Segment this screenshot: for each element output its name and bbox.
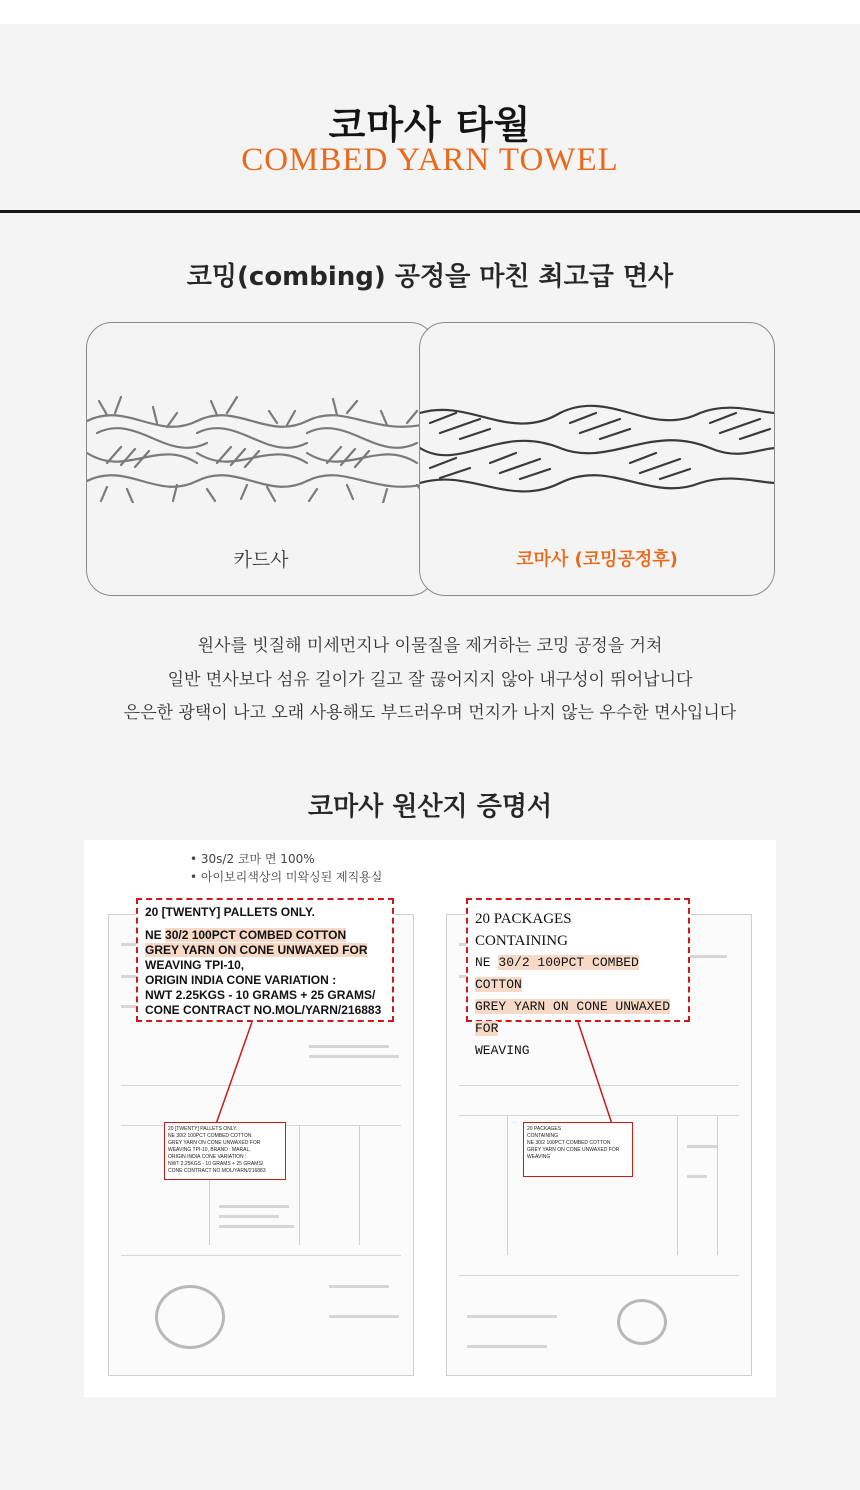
- source-text-line: ORIGIN INDIA CONE VARIATION :: [168, 1154, 247, 1160]
- zoom-text-line: WEAVING: [475, 1043, 530, 1058]
- title-divider: [0, 210, 860, 213]
- page: [0, 24, 860, 1490]
- zoom-text-prefix: NE: [475, 955, 491, 970]
- combing-heading: 코밍(combing) 공정을 마친 최고급 면사: [186, 262, 674, 292]
- combed-yarn-card: [419, 322, 775, 596]
- right-zoom-callout: [466, 898, 690, 1058]
- highlighted-text: GREY YARN ON CONE UNWAXED FOR: [475, 999, 671, 1036]
- zoom-text-line: WEAVING TPI-10,: [145, 958, 245, 972]
- zoom-text-line: NWT 2.25KGS - 10 GRAMS + 25 GRAMS/: [145, 988, 376, 1002]
- carded-yarn-label: 카드사: [233, 549, 289, 571]
- zoom-text-line: ORIGIN INDIA CONE VARIATION :: [145, 973, 337, 987]
- note-item: • 아이보리색상의 미왁싱된 제직용실: [190, 870, 383, 884]
- source-text-line: WEAVING: [527, 1154, 551, 1160]
- combed-yarn-illustration: [420, 393, 775, 503]
- zoom-text-line: [475, 952, 681, 996]
- source-text-line: 20 [TWENTY] PALLETS ONLY.: [168, 1126, 238, 1132]
- source-text-line: NE 30/2 100PCT COMBED COTTON: [527, 1140, 611, 1146]
- highlighted-text: GREY YARN ON CONE UNWAXED FOR: [145, 943, 368, 957]
- zoom-text-line: CONE CONTRACT NO.MOL/YARN/216883: [145, 1003, 382, 1017]
- combed-yarn-label: 코마사 (코밍공정후): [516, 549, 678, 570]
- source-text-line: NWT 2.25KGS - 10 GRAMS + 25 GRAMS/: [168, 1161, 264, 1167]
- zoom-text-line: 20 PACKAGES: [475, 911, 572, 927]
- source-text-line: CONE CONTRACT NO.MOL/YARN/216883: [168, 1168, 266, 1174]
- description-line: 원사를 빗질해 미세먼지나 이물질을 제거하는 코밍 공정을 거쳐: [197, 636, 663, 656]
- zoom-text-line: CONTAINING: [475, 933, 568, 949]
- source-text-line: CONTAINING: [527, 1133, 559, 1139]
- highlighted-text: 30/2 100PCT COMBED COTTON: [475, 955, 639, 992]
- left-zoom-callout: [136, 898, 394, 1022]
- description-line: 은은한 광택이 나고 오래 사용해도 부드러우며 먼지가 나지 않는 우수한 면사입니다: [123, 703, 737, 723]
- zoom-text-line: [145, 928, 385, 943]
- certificate-heading: 코마사 원산지 증명서: [307, 792, 553, 822]
- description-line: 일반 면사보다 섬유 길이가 길고 잘 끊어지지 않아 내구성이 뛰어납니다: [167, 669, 693, 690]
- source-text-line: GREY YARN ON CONE UNWAXED FOR: [168, 1140, 261, 1146]
- page-title: 코마사 타월: [328, 103, 532, 147]
- zoom-text-prefix: NE: [145, 928, 162, 942]
- carded-yarn-illustration: [87, 393, 436, 503]
- source-text-line: NE 30/2 100PCT COMBED COTTON: [168, 1133, 252, 1139]
- highlighted-text: 30/2 100PCT COMBED COTTON: [165, 928, 347, 942]
- combing-description: [0, 630, 860, 731]
- source-text-line: WEAVING TPI-10, BRAND : MARAL,: [168, 1147, 251, 1153]
- certificate-image: [84, 840, 776, 1397]
- source-text-line: 20 PACKAGES: [527, 1126, 562, 1132]
- page-subtitle: COMBED YARN TOWEL: [241, 142, 619, 178]
- right-source-box: [523, 1122, 633, 1177]
- source-text-line: GREY YARN ON CONE UNWAXED FOR: [527, 1147, 620, 1153]
- left-source-box: [164, 1122, 286, 1180]
- zoom-text-line: 20 [TWENTY] PALLETS ONLY.: [145, 905, 316, 919]
- carded-yarn-card: [86, 322, 436, 596]
- note-item: • 30s/2 코마 면 100%: [190, 852, 315, 866]
